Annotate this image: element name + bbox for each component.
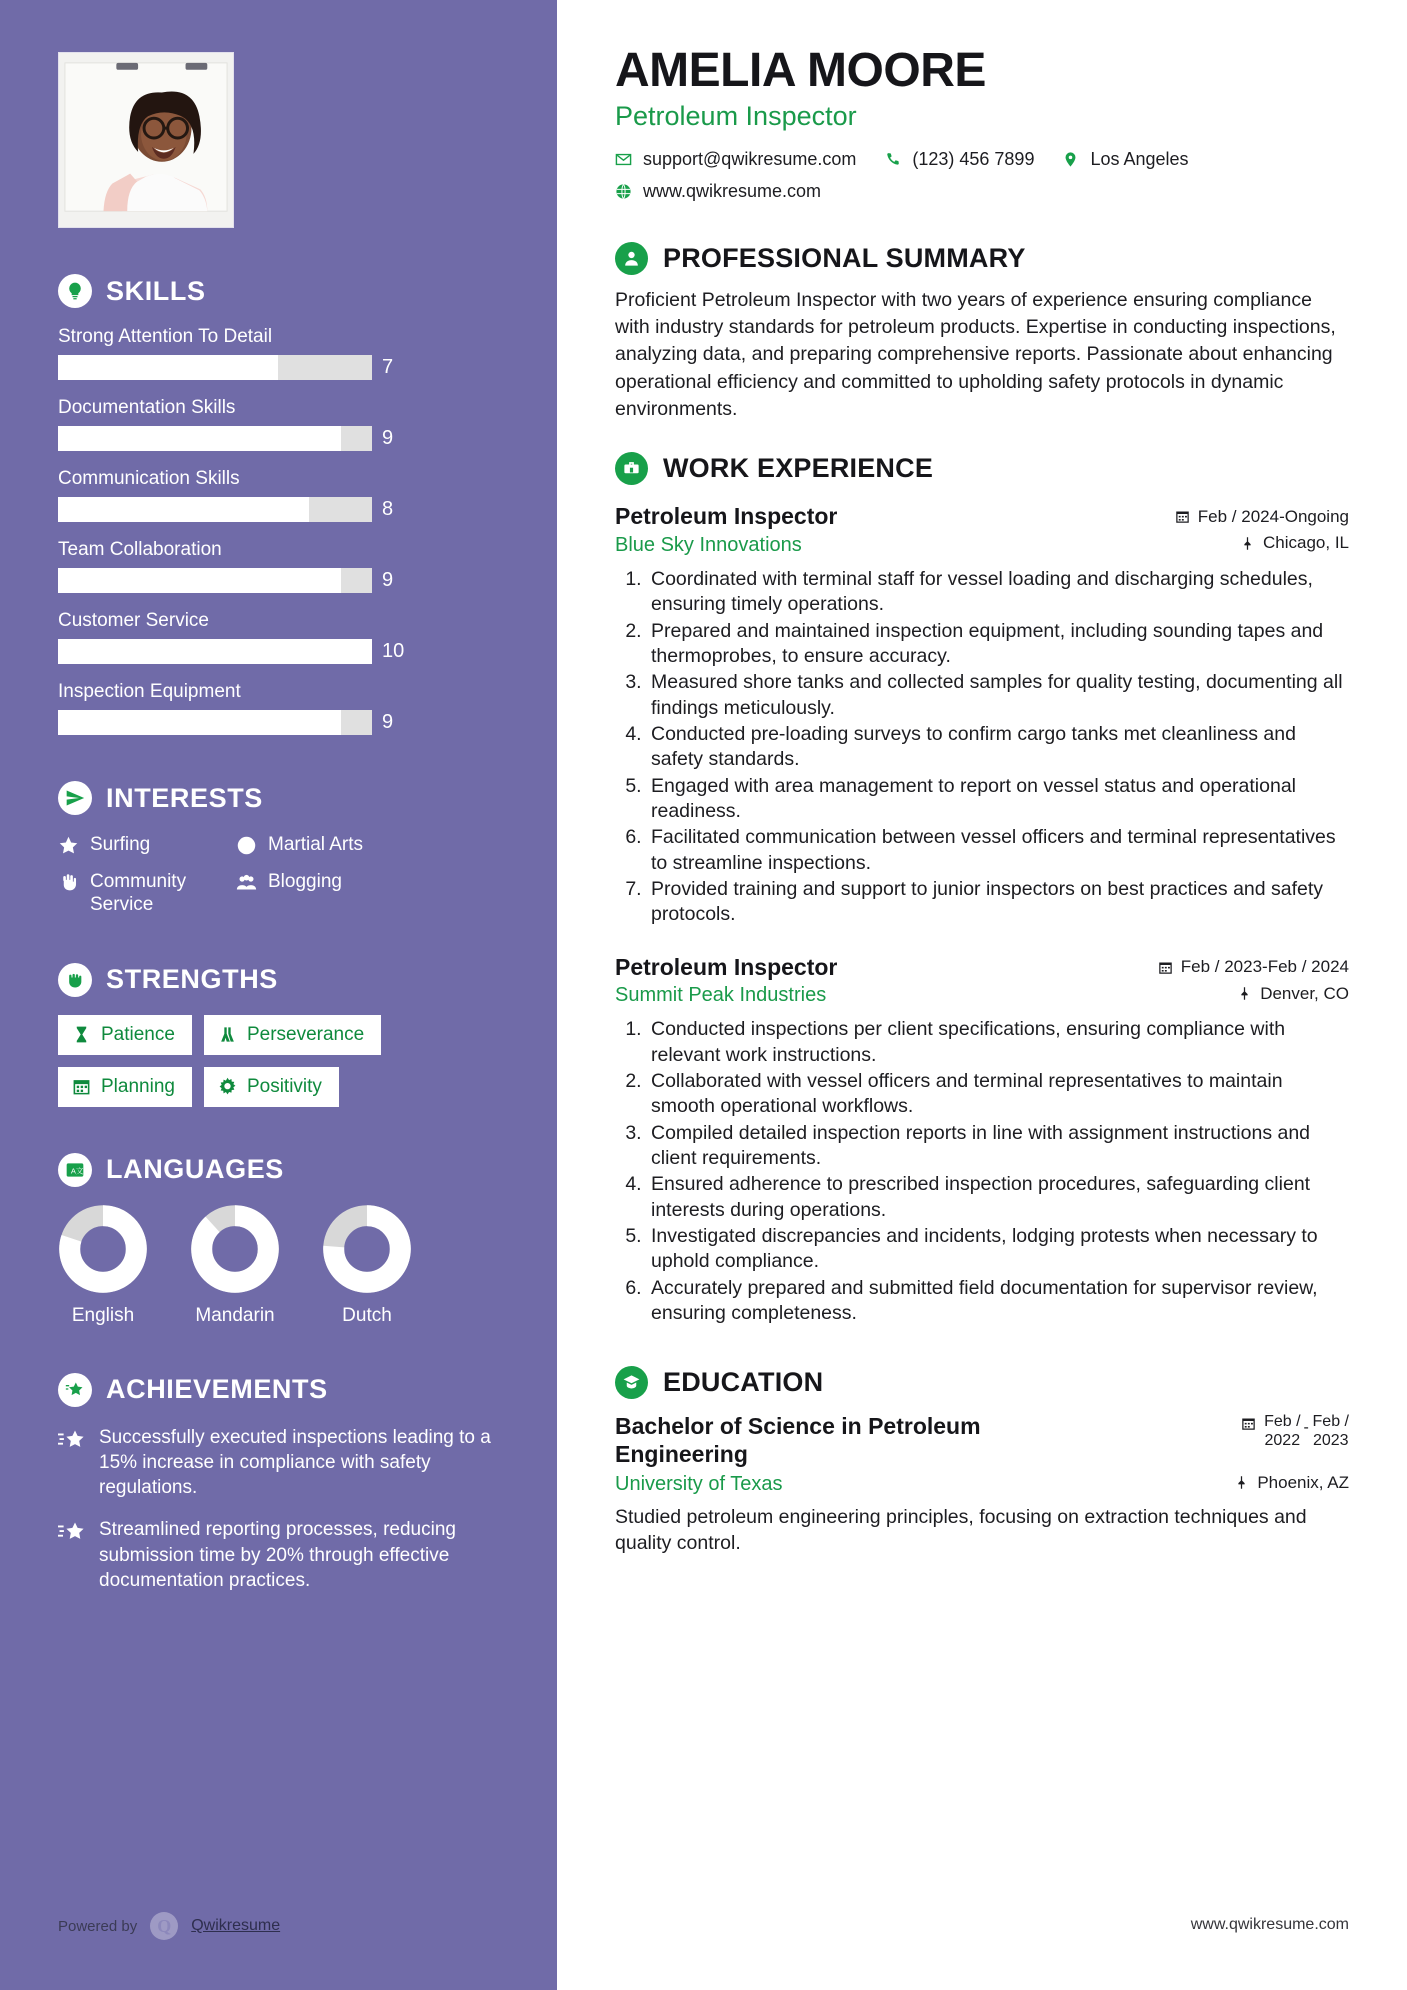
- sun-icon: [218, 1077, 237, 1096]
- job-duties: [615, 1017, 1349, 1326]
- skills-list: [58, 326, 497, 735]
- job-dates: [1175, 507, 1349, 527]
- job-duty: 3. Measured shore tanks and collected samples for quality testing, documenting all findings meticulously.: [647, 670, 1349, 721]
- language-donut-chart: [323, 1205, 411, 1293]
- contact-website-text: www.qwikresume.com: [643, 180, 822, 201]
- skill-item: [58, 326, 497, 380]
- strength-chip: [204, 1067, 339, 1107]
- skill-bar: [58, 639, 372, 664]
- strength-label: Planning: [101, 1075, 175, 1097]
- job-dates: [1158, 957, 1349, 977]
- contact-phone[interactable]: [884, 149, 1034, 170]
- lightbulb-icon: [58, 274, 92, 308]
- education-title: EDUCATION: [663, 1367, 824, 1398]
- envelope-icon: [615, 151, 632, 168]
- language-label: Mandarin: [195, 1304, 275, 1326]
- contact-email-text: support@qwikresume.com: [643, 148, 857, 169]
- translate-icon: [58, 1153, 92, 1187]
- interest-item: [236, 833, 497, 856]
- job-dates-text: Feb / 2024-Ongoing: [1197, 506, 1349, 526]
- pin-icon: [1237, 986, 1252, 1001]
- language-item: [58, 1205, 148, 1327]
- job-company: Summit Peak Industries: [615, 984, 827, 1007]
- experience-job: [615, 503, 1349, 927]
- language-donut-chart: [59, 1205, 147, 1293]
- interests-list: [58, 833, 497, 917]
- job-duties: [615, 567, 1349, 928]
- language-label: Dutch: [342, 1304, 392, 1326]
- interest-item: [58, 870, 230, 916]
- experience-section-header: [615, 452, 1349, 485]
- contact-location-text: Los Angeles: [1090, 148, 1189, 169]
- skill-bar: [58, 497, 372, 522]
- map-pin-icon: [1062, 151, 1079, 168]
- paper-plane-icon: [58, 781, 92, 815]
- job-dates-text: Feb / 2023-Feb / 2024: [1180, 957, 1349, 977]
- shooting-star-icon: [58, 1520, 86, 1545]
- summary-title: PROFESSIONAL SUMMARY: [663, 242, 1026, 273]
- achievement-item: [58, 1517, 497, 1593]
- graduation-icon: [615, 1366, 648, 1399]
- achievements-section-header: [58, 1373, 497, 1407]
- skill-name: Team Collaboration: [58, 539, 222, 560]
- calendar-icon: [72, 1077, 91, 1096]
- languages-title: LANGUAGES: [106, 1154, 284, 1185]
- job-duty: 4. Conducted pre-loading surveys to confirm cargo tanks met cleanliness and safety standards.: [647, 722, 1349, 773]
- strength-label: Positivity: [246, 1075, 322, 1097]
- job-location-text: Chicago, IL: [1263, 533, 1349, 553]
- footer-website: www.qwikresume.com: [1190, 1916, 1349, 1933]
- skill-item: [58, 681, 497, 735]
- education-description: Studied petroleum engineering principles, focusing on extraction techniques and quality control.: [615, 1506, 1307, 1555]
- strength-label: Patience: [101, 1023, 175, 1045]
- globe-icon: [615, 183, 632, 200]
- skills-title: SKILLS: [106, 275, 206, 306]
- star-icon: [58, 835, 79, 856]
- job-duty: 6. Facilitated communication between vessel officers and terminal representatives to streamline inspections.: [647, 825, 1349, 876]
- profile-photo: [58, 52, 234, 228]
- job-location: [1240, 533, 1349, 553]
- strengths-section-header: [58, 963, 497, 997]
- interest-label: Blogging: [268, 871, 342, 893]
- skill-item: [58, 397, 497, 451]
- education-section-header: [615, 1366, 1349, 1399]
- contact-location: [1062, 149, 1188, 170]
- education-school: University of Texas: [615, 1473, 783, 1496]
- pin-icon: [1234, 1475, 1249, 1490]
- summary-text: Proficient Petroleum Inspector with two years of experience ensuring compliance with industry standards for petroleum products. Expertise in conducting inspections, analyzing data, and preparing comprehensive reports. Passionate about enhancing operational efficiency and committed to upholding safety protocols in dynamic environments.: [615, 288, 1336, 420]
- skill-value: 9: [382, 569, 394, 591]
- contact-email[interactable]: [615, 149, 856, 170]
- job-duty: 1. Coordinated with terminal staff for vessel loading and discharging schedules, ensuring timely operations.: [647, 567, 1349, 618]
- hourglass-icon: [72, 1025, 91, 1044]
- candidate-name: AMELIA MOORE: [615, 44, 986, 97]
- education-dates: Feb / 2022 - Feb / 2023: [1241, 1413, 1349, 1450]
- experience-job: [615, 954, 1349, 1327]
- calendar-icon: [1175, 509, 1190, 524]
- achievement-text: Streamlined reporting processes, reducing submission time by 20% through effective documentation practices.: [99, 1519, 456, 1591]
- job-location-text: Denver, CO: [1260, 983, 1349, 1003]
- svg-text:A: A: [70, 1165, 76, 1175]
- skill-name: Inspection Equipment: [58, 681, 241, 702]
- strength-chip: [204, 1015, 381, 1055]
- interest-label: Surfing: [90, 834, 151, 855]
- contact-website[interactable]: [615, 181, 1349, 202]
- language-donut-chart: [191, 1205, 279, 1293]
- skill-bar: [58, 426, 372, 451]
- skill-value: 9: [382, 711, 394, 733]
- education-end-year: 2023: [1312, 1431, 1349, 1449]
- skill-item: [58, 610, 497, 664]
- strengths-list: [58, 1015, 468, 1107]
- interests-title: INTERESTS: [106, 782, 263, 813]
- svg-text:文: 文: [75, 1165, 84, 1175]
- strength-chip: [58, 1067, 192, 1107]
- calendar-icon: [1158, 960, 1173, 975]
- qwikresume-link[interactable]: Qwikresume: [191, 1917, 281, 1934]
- interest-label: Martial Arts: [268, 834, 364, 855]
- skill-bar: [58, 710, 372, 735]
- achievements-list: [58, 1425, 497, 1594]
- job-duty: 5. Investigated discrepancies and incidents, lodging protests when necessary to uphold compliance.: [647, 1224, 1349, 1275]
- skill-value: 10: [382, 640, 405, 662]
- users-icon: [236, 872, 257, 893]
- achievement-item: [58, 1425, 497, 1501]
- languages-list: [58, 1205, 497, 1327]
- education-location-text: Phoenix, AZ: [1257, 1472, 1349, 1492]
- profile-photo-image: [59, 53, 233, 227]
- skill-value: 9: [382, 427, 394, 449]
- job-duty: 2. Collaborated with vessel officers and terminal representatives to maintain smooth operational workflows.: [647, 1069, 1349, 1120]
- strengths-title: STRENGTHS: [106, 964, 278, 995]
- education-start-year: 2022: [1264, 1431, 1301, 1449]
- pin-icon: [1240, 536, 1255, 551]
- fist-icon: [58, 963, 92, 997]
- briefcase-icon: [615, 452, 648, 485]
- phone-icon: [884, 151, 901, 168]
- education-degree: Bachelor of Science in Petroleum Engineering: [615, 1413, 981, 1468]
- education-start-month: Feb /: [1264, 1413, 1301, 1431]
- globe-icon: [236, 835, 257, 856]
- language-item: [322, 1205, 412, 1327]
- shooting-star-icon: [58, 1428, 86, 1453]
- job-duty: 2. Prepared and maintained inspection equipment, including sounding tapes and thermoprobes, to ensure accuracy.: [647, 619, 1349, 670]
- experience-title: WORK EXPERIENCE: [663, 453, 934, 484]
- job-location: [1237, 984, 1349, 1004]
- candidate-role: Petroleum Inspector: [615, 100, 857, 131]
- skill-name: Documentation Skills: [58, 397, 236, 418]
- job-company: Blue Sky Innovations: [615, 533, 802, 556]
- skill-bar: [58, 355, 372, 380]
- contact-phone-text: (123) 456 7899: [912, 148, 1035, 169]
- skill-item: [58, 539, 497, 593]
- language-label: English: [71, 1304, 135, 1326]
- job-duty: 1. Conducted inspections per client specifications, ensuring compliance with relevant work instructions.: [647, 1017, 1349, 1068]
- skill-value: 7: [382, 356, 394, 378]
- powered-by: [58, 1912, 280, 1940]
- skill-name: Strong Attention To Detail: [58, 326, 273, 347]
- achievements-title: ACHIEVEMENTS: [106, 1374, 328, 1405]
- sidebar: [0, 0, 557, 1990]
- skill-value: 8: [382, 498, 394, 520]
- strength-label: Perseverance: [246, 1023, 365, 1045]
- achievement-text: Successfully executed inspections leading to a 15% increase in compliance with safety regulations.: [99, 1426, 491, 1499]
- skill-name: Customer Service: [58, 610, 209, 631]
- job-duty: 4. Ensured adherence to prescribed inspection procedures, safeguarding client interests during operations.: [647, 1172, 1349, 1223]
- mountain-icon: [218, 1025, 237, 1044]
- job-title: Petroleum Inspector: [615, 503, 838, 530]
- skill-item: [58, 468, 497, 522]
- contact-list: [615, 149, 1349, 213]
- education-entry: [615, 1413, 1349, 1556]
- powered-by-label: Powered by: [58, 1917, 138, 1935]
- skill-bar: [58, 568, 372, 593]
- strength-chip: [58, 1015, 192, 1055]
- skills-section-header: [58, 274, 497, 308]
- main-column: [557, 0, 1407, 1990]
- languages-section-header: [58, 1153, 497, 1187]
- person-icon: [615, 242, 648, 275]
- hand-icon: [58, 872, 79, 893]
- language-item: [190, 1205, 280, 1327]
- skill-name: Communication Skills: [58, 468, 240, 489]
- qwikresume-logo-icon: Q: [150, 1912, 178, 1940]
- education-end-month: Feb /: [1312, 1413, 1349, 1431]
- interest-label: Community Service: [90, 871, 187, 916]
- summary-section-header: [615, 242, 1349, 275]
- interest-item: [236, 870, 497, 916]
- star-badge-icon: [58, 1373, 92, 1407]
- interests-section-header: [58, 781, 497, 815]
- interest-item: [58, 833, 230, 856]
- job-duty: 5. Engaged with area management to report on vessel status and operational readiness.: [647, 774, 1349, 825]
- job-duty: 3. Compiled detailed inspection reports in line with assignment instructions and client requirements.: [647, 1121, 1349, 1172]
- job-duty: 7. Provided training and support to junior inspectors on best practices and safety protocols.: [647, 877, 1349, 928]
- education-location: [1234, 1473, 1349, 1493]
- calendar-icon: [1241, 1416, 1256, 1431]
- job-title: Petroleum Inspector: [615, 953, 838, 980]
- job-duty: 6. Accurately prepared and submitted field documentation for supervisor review, ensuring completeness.: [647, 1276, 1349, 1327]
